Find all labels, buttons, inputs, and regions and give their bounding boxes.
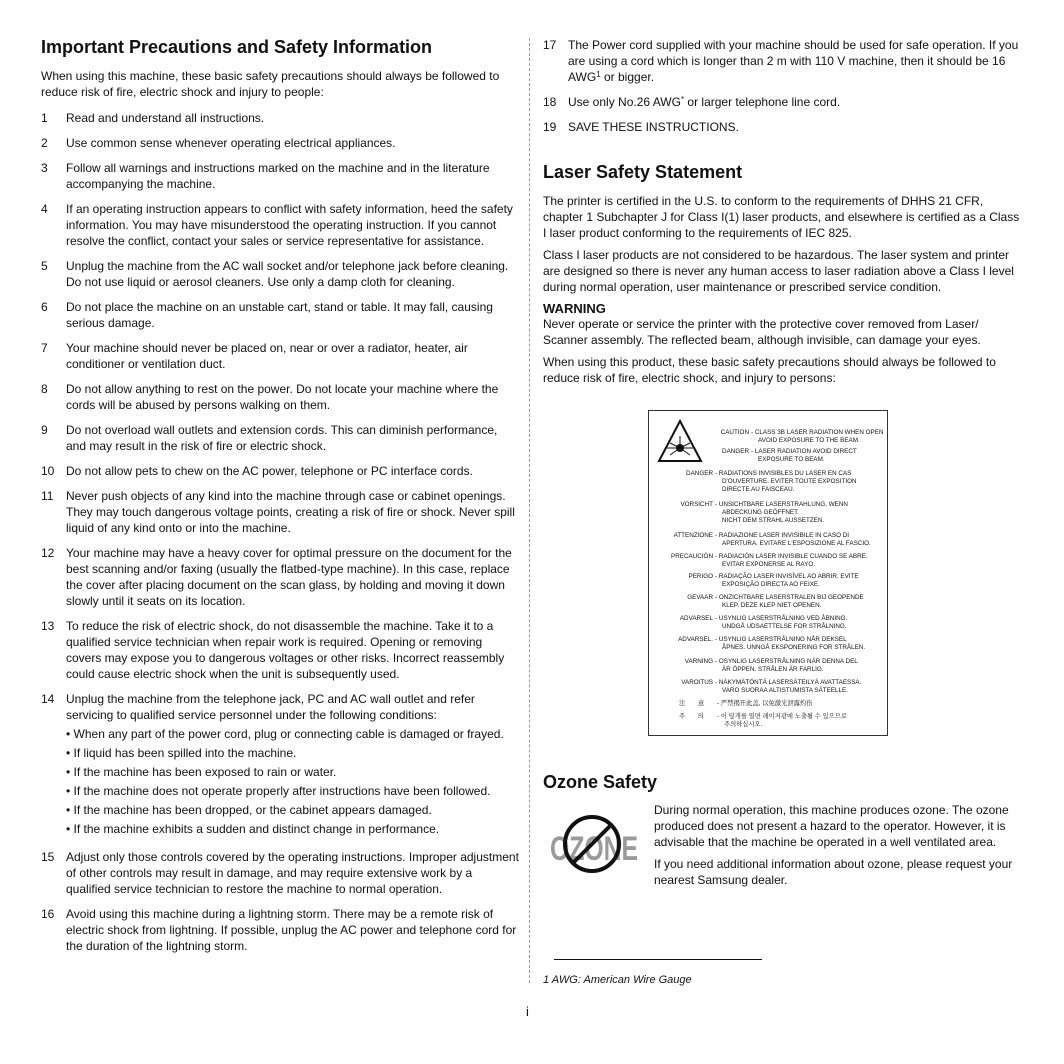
- label-text: - NÄKYMÄTÖNTÄ LASERSÄTEILYÄ AVATTAESSA.: [715, 679, 862, 686]
- label-text: ÄR ÖPPEN. STRÅLEN ÄR FARLIG.: [722, 665, 824, 673]
- list-item: [41, 299, 519, 331]
- label-text: EXPOSIÇÃO DIRECTA AO FEIXE.: [722, 580, 820, 588]
- list-item: [41, 201, 519, 249]
- label-text: NICHT DEM STRAHL AUSSETZEN.: [722, 516, 825, 524]
- label-text: VARO SUORAA ALTISTUMISTA SÄTEELLE.: [722, 686, 848, 694]
- label-text: - CLASS 3B LASER RADIATION WHEN OPEN: [751, 429, 884, 436]
- label-text: - 이 덮개를 열면 레이저광에 노출될 수 있으므로: [717, 713, 847, 720]
- condition-item: • If the machine has been exposed to rain or water.: [66, 765, 337, 779]
- list-item: [41, 545, 519, 609]
- label-keyword: DANGER: [722, 448, 749, 455]
- item-text: Follow all warnings and instructions marked on the machine and in the literature accompanying the machine.: [66, 161, 490, 191]
- item-number: 19: [543, 120, 557, 134]
- warning-paragraph-2: When using this product, these basic safety precautions should always be followed to reduce risk of fire, electric shock, and injury to persons:: [543, 355, 996, 385]
- label-text: - 严禁揭开此盖, 以免激光泄露灼伤: [717, 700, 813, 707]
- label-text: EXPOSURE TO BEAM.: [758, 455, 825, 463]
- label-keyword: ADVARSEL: [679, 615, 713, 622]
- item-text: If an operating instruction appears to conflict with safety information, heed the safety information. You may have misunderstood the operating instruction. If you cannot resolve the conflict, contact your sales or service representative for assistance.: [66, 202, 513, 248]
- list-item: [41, 160, 519, 192]
- label-text: UNDGÅ UDSAETTELSE FOR STRÅLNING.: [722, 622, 847, 630]
- condition-item: • When any part of the power cord, plug or connecting cable is damaged or frayed.: [66, 727, 504, 741]
- intro-paragraph: When using this machine, these basic safety precautions should always be followed to reduce risk of fire, electric shock and injury to people:: [41, 69, 500, 99]
- laser-section-title: Laser Safety Statement: [543, 162, 743, 182]
- label-text: - OSYNLIG LASERSTRÅLNING NÄR DENNA DEL: [715, 658, 858, 665]
- list-item: [41, 258, 519, 290]
- footnote-ref: 1: [596, 70, 601, 79]
- item-number: 14: [41, 692, 55, 706]
- list-item: [41, 618, 519, 682]
- list-item: [41, 849, 519, 897]
- condition-item: • If the machine exhibits a sudden and distinct change in performance.: [66, 822, 440, 836]
- laser-warning-label: [648, 410, 888, 736]
- item-text: Never push objects of any kind into the machine through case or cabinet openings. They may touch dangerous voltage points, creating a risk of fire or shock. Never spill liquid of any kind onto or into the machine.: [66, 489, 515, 535]
- item-number: 3: [41, 161, 48, 175]
- label-keyword: GEVAAR: [687, 594, 713, 601]
- conditions-list: [66, 726, 519, 837]
- item-number: 13: [41, 619, 55, 633]
- item-number: 16: [41, 907, 55, 921]
- ozone-logo-text: OZONE: [550, 830, 638, 868]
- label-text: 주의하십시오.: [724, 720, 763, 728]
- label-keyword: DANGER: [686, 470, 713, 477]
- label-text: - RADIATIONS INVISIBLES DU LASER EN CAS: [715, 470, 852, 477]
- footnote: 1 AWG: American Wire Gauge: [543, 974, 692, 986]
- label-keyword: PERIGO: [688, 573, 713, 580]
- list-item: [41, 463, 519, 479]
- item-number: 10: [41, 464, 55, 478]
- item-number: 8: [41, 382, 48, 396]
- footnote-ref: *: [680, 95, 685, 104]
- item-text: Avoid using this machine during a lightning storm. There may be a remote risk of electric shock from lightning. If possible, unplug the AC power and telephone cord for the duration of the lightning storm.: [66, 907, 517, 953]
- item-text: Unplug the machine from the telephone jack, PC and AC wall outlet and refer servicing to qualified service personnel under the following conditions: • When any part of the power cord, plug or connecting cable is damaged or frayed. • If liquid has been spilled into the machine. • If the machine has been exposed to rain or water. • If the machine does not operate properly after instructions have been followed. • If the machine has been dropped, or the cabinet appears damaged. • If the machine exhibits a sudden and distinct change in performance.: [66, 691, 519, 840]
- condition-item: • If the machine does not operate properly after instructions have been followed.: [66, 784, 491, 798]
- label-keyword: CAUTION: [720, 429, 749, 436]
- label-text: AVOID EXPOSURE TO THE BEAM.: [758, 436, 860, 444]
- item-text: Read and understand all instructions.: [66, 111, 265, 125]
- ozone-section: [543, 772, 1021, 803]
- condition-item: • If the machine has been dropped, or the cabinet appears damaged.: [66, 803, 432, 817]
- precautions-list-continued: [543, 37, 1021, 135]
- item-text: Use common sense whenever operating electrical appliances.: [66, 136, 396, 150]
- condition-item: • If liquid has been spilled into the machine.: [66, 746, 297, 760]
- label-keyword: 注 意: [679, 700, 705, 707]
- item-number: 6: [41, 300, 48, 314]
- item-number: 11: [41, 489, 54, 503]
- label-text: ABDECKUNG GEÖFFNET.: [722, 508, 799, 516]
- ozone-section-title: Ozone Safety: [543, 772, 658, 792]
- right-column: [543, 36, 1021, 392]
- left-column: [41, 36, 519, 963]
- item-text: Adjust only those controls covered by the operating instructions. Improper adjustment of other controls may result in damage, and may require extensive work by a qualified service technician to restore the machine to normal operation.: [66, 850, 519, 896]
- item-text: Do not place the machine on an unstable cart, stand or table. It may fall, causing serious damage.: [66, 300, 493, 330]
- list-item: [41, 340, 519, 372]
- item-number: 15: [41, 850, 55, 864]
- label-keyword: ADVARSEL.: [678, 636, 713, 643]
- list-item: [543, 37, 1021, 85]
- item-number: 17: [543, 38, 557, 52]
- label-text: EVITAR EXPONERSE AL RAYO.: [722, 560, 815, 568]
- footnote-rule: [554, 959, 762, 960]
- label-text: - UNSICHTBARE LASERSTRAHLUNG, WENN: [715, 501, 848, 508]
- label-text: D'OUVERTURE. EVITER TOUTE EXPOSITION: [722, 477, 857, 485]
- item-text: Do not overload wall outlets and extension cords. This can diminish performance, and may result in the risk of fire or electric shock.: [66, 423, 498, 453]
- warning-heading: WARNING: [543, 301, 606, 316]
- label-keyword: ATTENZIONE: [673, 532, 713, 539]
- list-item: [41, 135, 519, 151]
- label-text: DIRECTE AU FAISCEAU.: [722, 485, 795, 493]
- laser-hazard-icon: [657, 419, 703, 463]
- label-keyword: VAROITUS: [681, 679, 713, 686]
- item-text: Do not allow pets to chew on the AC power, telephone or PC interface cords.: [66, 464, 473, 478]
- item-text: Your machine may have a heavy cover for optimal pressure on the document for the best scanning and/or faxing (usually the flatbed-type machine). In this case, replace the cover after placing document on the scan glass, by holding and moving it down slowly until it seats on its location.: [66, 546, 512, 608]
- item-number: 4: [41, 202, 48, 216]
- list-item: [543, 119, 1021, 135]
- item-text: SAVE THESE INSTRUCTIONS.: [568, 120, 739, 134]
- list-item: [41, 110, 519, 126]
- item-number: 9: [41, 423, 48, 437]
- label-keyword: PRECAUCIÓN: [671, 553, 713, 560]
- ozone-text: [654, 802, 1020, 894]
- label-text: - RADIACIÓN LASER INVISIBLE CUANDO SE ABRE.: [715, 553, 868, 560]
- ozone-paragraph-1: During normal operation, this machine produces ozone. The ozone produced does not present a hazard to the operator. However, it is advisable that the machine be operated in a well ventilated area.: [654, 803, 1009, 849]
- precautions-list: [41, 110, 519, 954]
- label-text: - RADIAZIONE LASER INVISIBILE IN CASO DI: [715, 532, 850, 539]
- label-text: - LASER RADIATION AVOID DIRECT: [751, 448, 857, 455]
- item-text: Use only No.26 AWG* or larger telephone line cord.: [568, 95, 841, 109]
- label-keyword: 주 의: [679, 713, 704, 720]
- item-text: The Power cord supplied with your machine should be used for safe operation. If you are using a cord which is longer than 2 m with 110 V machine, then it should be 16 AWG$^1$ or bigger.: [568, 38, 1019, 84]
- item-text: Do not allow anything to rest on the power. Do not locate your machine where the cords will be abused by persons walking on them.: [66, 382, 499, 412]
- item-number: 12: [41, 546, 55, 560]
- page-number: i: [526, 1004, 529, 1019]
- list-item: [543, 94, 1021, 110]
- list-item: [41, 422, 519, 454]
- label-text: - RADIAÇÃO LASER INVISÍVEL AO ABRIR. EVITE: [715, 573, 859, 580]
- list-item: [41, 691, 519, 840]
- label-keyword: VARNING: [684, 658, 713, 665]
- label-text: ÅPNES. UNNGÅ EKSPONERING FOR STRÅLEN.: [722, 643, 866, 651]
- item-text: Unplug the machine from the AC wall socket and/or telephone jack before cleaning. Do not use liquid or aerosol cleaners. Use only a damp cloth for cleaning.: [66, 259, 509, 289]
- list-item: [41, 488, 519, 536]
- item-text: To reduce the risk of electric shock, do not disassemble the machine. Take it to a qualified service technician when repair work is required. Opening or removing covers may expose you to dangerous voltages or other risks. Incorrect reassembly could cause electric shock when the unit is subsequently used.: [66, 619, 505, 681]
- label-text: - ONZICHTBARE LASERSTRALEN BIJ GEOPENDE: [715, 594, 864, 601]
- item-number: 18: [543, 95, 557, 109]
- label-text: - USYNLIG LASERSTRÅLNING VED ÅBNING.: [715, 615, 848, 622]
- column-divider: [529, 38, 530, 983]
- laser-paragraph-1: The printer is certified in the U.S. to conform to the requirements of DHHS 21 CFR, chapter 1 Subchapter J for Class I(1) laser products, and elsewhere is certified as a Class I laser product conforming to the requirements of IEC 825.: [543, 194, 1020, 240]
- item-number: 5: [41, 259, 48, 273]
- ozone-logo-icon: [548, 806, 640, 878]
- item-number: 2: [41, 136, 48, 150]
- label-text: - USYNLIG LASERSTRÅLNING NÅR DEKSEL: [715, 636, 847, 643]
- list-item: [41, 381, 519, 413]
- label-text: APERTURA. EVITARE L'ESPOSIZIONE AL FASCIO.: [722, 539, 871, 547]
- ozone-paragraph-2: If you need additional information about ozone, please request your nearest Samsung dealer.: [654, 857, 1013, 887]
- warning-paragraph: Never operate or service the printer with the protective cover removed from Laser/ Scanner assembly. The reflected beam, although invisible, can damage your eyes.: [543, 317, 981, 347]
- item-number: 7: [41, 341, 48, 355]
- label-keyword: VORSICHT: [680, 501, 713, 508]
- page-title: Important Precautions and Safety Information: [41, 37, 433, 57]
- item-text: Your machine should never be placed on, near or over a radiator, heater, air conditioner or ventilation duct.: [66, 341, 468, 371]
- item-number: 1: [41, 111, 48, 125]
- list-item: [41, 906, 519, 954]
- label-text: KLEP. DEZE KLEP NIET OPENEN.: [722, 601, 822, 609]
- laser-paragraph-2: Class I laser products are not considered to be hazardous. The laser system and printer are designed so there is never any human access to laser radiation above a Class I level during normal operation, user maintenance or prescribed service condition.: [543, 248, 1014, 294]
